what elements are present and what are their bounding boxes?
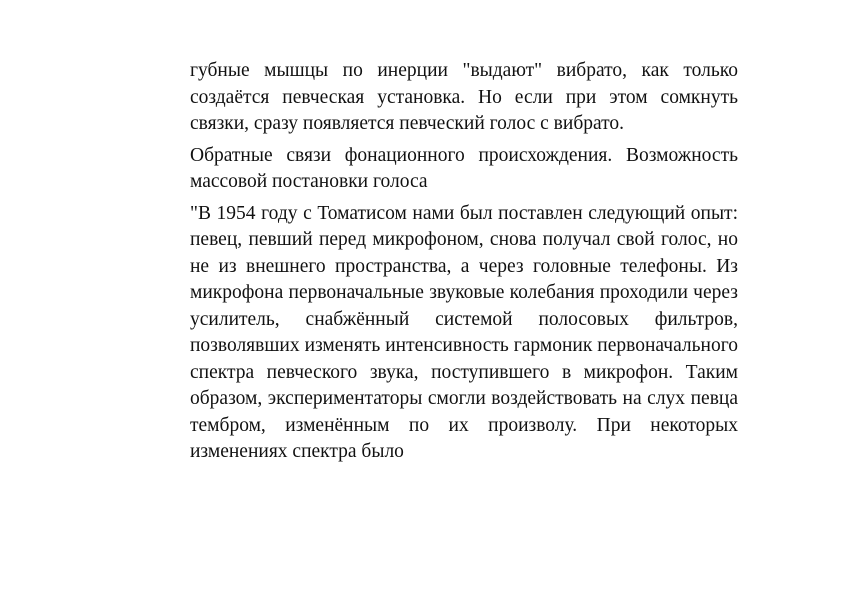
section-heading-feedback: Обратные связи фонационного происхождения. Возможность массовой постановки голоса — [190, 144, 738, 192]
paragraph-experiment: "В 1954 году с Томатисом нами был поставлен следующий опыт: певец, певший перед микрофоном, снова получал свой голос, но не из внешнего пространства, а через головные телефоны. Из микрофона первоначальные звуковые колебания проходили через усилитель, снабжённый системой полосовых фильтров, позволявших изменять интенсивность гармоник первоначального спектра певческого звука, поступившего в микрофон. Таким образом, экспериментаторы смогли воздействовать на слух певца тембром, изменённым по их произволу. При некоторых изменениях спектра было — [190, 202, 738, 462]
paragraph-vibrato: губные мышцы по инерции "выдают" вибрато, как только создаётся певческая установка. Но если при этом сомкнуть связки, сразу появляется певческий голос с вибрато. — [190, 60, 738, 134]
document-page — [190, 58, 738, 466]
